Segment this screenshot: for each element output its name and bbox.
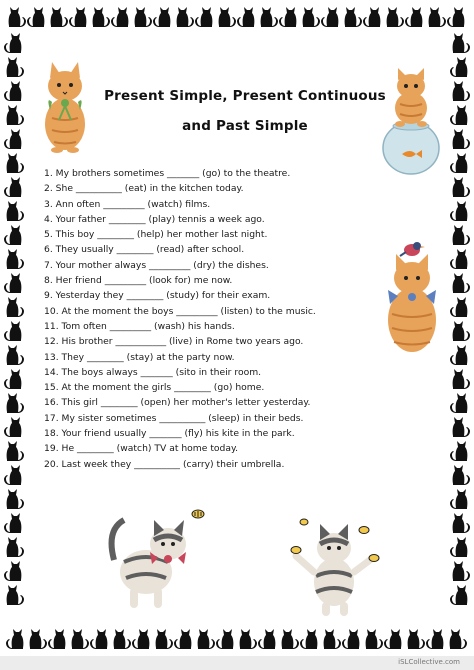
border-cat-icon: [450, 629, 467, 649]
border-cat-icon: [279, 7, 296, 27]
border-cat-icon: [240, 629, 257, 649]
border-cat-icon: [453, 225, 470, 245]
exercise-item: 18. Your friend usually _______ (fly) his kite in the park.: [44, 428, 295, 440]
exercise-item: 8. Her friend _________ (look for) me now.: [44, 275, 233, 287]
border-cat-icon: [300, 629, 317, 649]
border-cat-icon: [4, 513, 21, 533]
border-cat-icon: [7, 201, 24, 221]
exercise-item: 5. This boy ________ (help) her mother last night.: [44, 229, 268, 241]
exercise-item: 20. Last week they __________ (carry) their umbrella.: [44, 458, 285, 470]
border-cat-icon: [321, 7, 338, 27]
border-cat-icon: [7, 57, 24, 77]
border-cat-icon: [453, 465, 470, 485]
border-cat-icon: [6, 629, 23, 649]
border-cat-icon: [453, 369, 470, 389]
border-cat-icon: [7, 249, 24, 269]
border-cat-icon: [4, 369, 21, 389]
exercise-item: 7. Your mother always _________ (dry) the dishes.: [44, 259, 269, 271]
exercise-item: 17. My sister sometimes __________ (sleep) in their beds.: [44, 412, 304, 424]
border-cat-icon: [261, 7, 278, 27]
border-cat-icon: [450, 153, 467, 173]
border-cat-icon: [72, 629, 89, 649]
border-cat-icon: [453, 561, 470, 581]
border-cat-icon: [405, 7, 422, 27]
border-cat-icon: [48, 629, 65, 649]
border-cat-icon: [387, 7, 404, 27]
border-cat-icon: [7, 393, 24, 413]
border-cat-icon: [450, 57, 467, 77]
border-cat-icon: [4, 417, 21, 437]
border-cat-icon: [90, 629, 107, 649]
border-cat-icon: [450, 105, 467, 125]
border-cat-icon: [132, 629, 149, 649]
border-cat-icon: [7, 537, 24, 557]
exercise-item: 2. She __________ (eat) in the kitchen today.: [44, 183, 244, 195]
border-cat-icon: [447, 7, 464, 27]
border-cat-icon: [450, 201, 467, 221]
footer-bar: [0, 656, 474, 670]
border-cat-icon: [450, 585, 467, 605]
exercise-item: 19. He ________ (watch) TV at home today.: [44, 443, 239, 455]
border-cat-icon: [342, 629, 359, 649]
border-cat-icon: [4, 561, 21, 581]
exercise-item: 6. They usually ________ (read) after school.: [44, 244, 245, 256]
exercise-item: 9. Yesterday they ________ (study) for their exam.: [44, 290, 271, 302]
border-cat-icon: [4, 465, 21, 485]
border-cat-icon: [7, 105, 24, 125]
border-cat-icon: [174, 629, 191, 649]
border-cat-icon: [453, 81, 470, 101]
exercise-item: 16. This girl ________ (open) her mother's letter yesterday.: [44, 397, 311, 409]
border-cat-icon: [453, 129, 470, 149]
border-cat-icon: [7, 297, 24, 317]
border-cat-icon: [363, 7, 380, 27]
border-cat-icon: [7, 585, 24, 605]
border-cat-icon: [426, 629, 443, 649]
exercise-item: 4. Your father ________ (play) tennis a week ago.: [44, 213, 265, 225]
border-cat-icon: [324, 629, 341, 649]
border-cat-icon: [453, 513, 470, 533]
watermark-text: iSLCollective.com: [398, 658, 460, 666]
border-cat-icon: [282, 629, 299, 649]
border-cat-icon: [450, 393, 467, 413]
border-cat-icon: [303, 7, 320, 27]
border-cat-icon: [4, 321, 21, 341]
border-cat-icon: [135, 7, 152, 27]
border-cat-icon: [453, 33, 470, 53]
border-cat-icon: [216, 629, 233, 649]
border-cat-icon: [4, 273, 21, 293]
border-cat-icon: [195, 7, 212, 27]
border-cat-icon: [93, 7, 110, 27]
border-cat-icon: [366, 629, 383, 649]
border-cat-icon: [450, 537, 467, 557]
border-cat-icon: [237, 7, 254, 27]
worksheet-title-line2: and Past Simple: [182, 118, 308, 134]
border-cat-icon: [4, 81, 21, 101]
kitten-with-bee-icon: [106, 500, 210, 612]
border-cat-icon: [7, 153, 24, 173]
exercise-list: [44, 166, 394, 472]
border-cat-icon: [450, 249, 467, 269]
border-cat-icon: [156, 629, 173, 649]
border-cat-icon: [114, 629, 131, 649]
exercise-item: 14. The boys always _______ (sito in their room.: [44, 366, 262, 378]
border-cat-icon: [429, 7, 446, 27]
border-cat-icon: [408, 629, 425, 649]
exercise-item: 12. His brother ___________ (live) in Rome two years ago.: [44, 336, 304, 348]
border-cat-icon: [69, 7, 86, 27]
exercise-item: 1. My brothers sometimes _______ (go) to the theatre.: [44, 168, 291, 179]
border-cat-icon: [450, 297, 467, 317]
cat-with-green-bow-icon: [30, 56, 100, 156]
border-cat-icon: [153, 7, 170, 27]
worksheet-title-line1: Present Simple, Present Continuous: [104, 88, 386, 104]
exercise-item: 11. Tom often _________ (wash) his hands.: [44, 320, 235, 332]
kitten-on-fishbowl-icon: [376, 66, 446, 178]
border-cat-icon: [9, 7, 26, 27]
border-cat-icon: [450, 345, 467, 365]
exercise-item: 15. At the moment the girls ________ (go) home.: [44, 382, 265, 394]
border-cat-icon: [453, 273, 470, 293]
border-cat-icon: [27, 7, 44, 27]
border-cat-icon: [111, 7, 128, 27]
border-cat-icon: [453, 417, 470, 437]
border-cat-icon: [4, 177, 21, 197]
exercise-item: 3. Ann often _________ (watch) films.: [44, 198, 211, 210]
border-cat-icon: [30, 629, 47, 649]
exercise-item: 13. They ________ (stay) at the party now.: [44, 351, 235, 363]
border-cat-icon: [4, 33, 21, 53]
border-cat-icon: [219, 7, 236, 27]
border-cat-icon: [7, 441, 24, 461]
border-cat-icon: [384, 629, 401, 649]
exercise-item: 10. At the moment the boys _________ (listen) to the music.: [44, 305, 316, 317]
border-cat-icon: [4, 225, 21, 245]
border-cat-icon: [51, 7, 68, 27]
border-cat-icon: [450, 489, 467, 509]
border-cat-icon: [177, 7, 194, 27]
border-cat-icon: [453, 177, 470, 197]
border-cat-icon: [198, 629, 215, 649]
border-cat-icon: [7, 345, 24, 365]
kitten-with-bees-icon: [284, 510, 384, 620]
cat-with-bird-and-blue-bow-icon: [376, 236, 448, 356]
border-cat-icon: [450, 441, 467, 461]
border-cat-icon: [345, 7, 362, 27]
border-cat-icon: [258, 629, 275, 649]
border-cat-icon: [4, 129, 21, 149]
border-cat-icon: [7, 489, 24, 509]
border-cat-icon: [453, 321, 470, 341]
